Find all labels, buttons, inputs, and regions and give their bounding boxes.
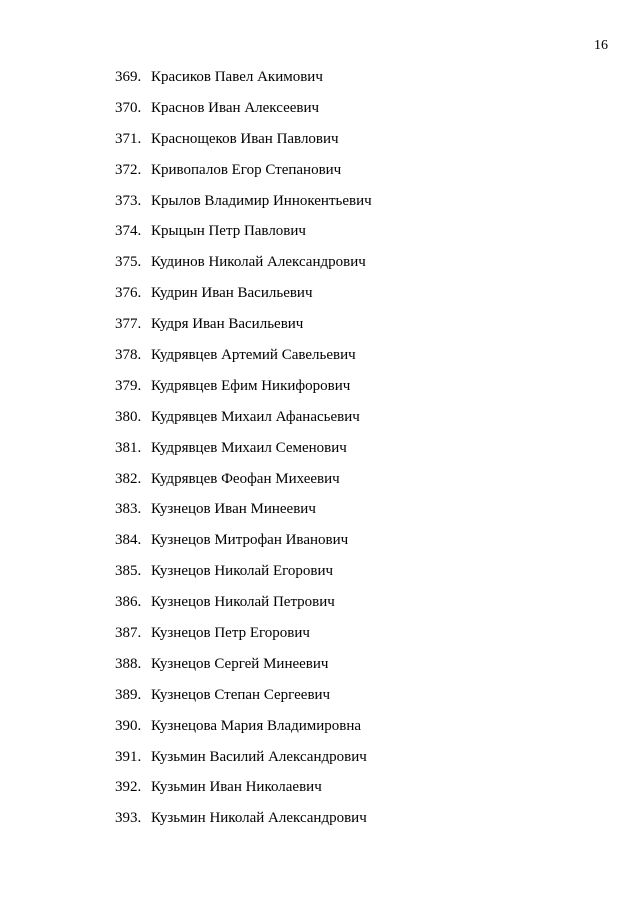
list-item xyxy=(115,716,372,747)
entry-number: 380. xyxy=(115,408,142,425)
entry-number: 386. xyxy=(115,594,142,611)
entry-name: Краснощеков Иван Павлович xyxy=(151,130,339,147)
entry-number: 389. xyxy=(115,686,142,703)
entry-number: 392. xyxy=(115,779,142,796)
entry-number: 370. xyxy=(115,99,142,116)
entry-number: 393. xyxy=(115,810,142,827)
list-item xyxy=(115,98,372,129)
entry-number: 371. xyxy=(115,130,142,147)
entry-number: 372. xyxy=(115,161,142,178)
list-item xyxy=(115,592,372,623)
entry-name: Краснов Иван Алексеевич xyxy=(151,99,320,116)
list-item xyxy=(115,469,372,500)
list-item xyxy=(115,623,372,654)
entry-name: Кузнецов Николай Егорович xyxy=(151,563,334,580)
list-item xyxy=(115,747,372,778)
list-item xyxy=(115,685,372,716)
entry-number: 381. xyxy=(115,439,142,456)
entry-name: Кудрявцев Артемий Савельевич xyxy=(151,347,356,364)
entry-name: Кудинов Николай Александрович xyxy=(151,254,366,271)
list-item xyxy=(115,129,372,160)
list-item xyxy=(115,345,372,376)
entry-number: 375. xyxy=(115,254,142,271)
entry-number: 391. xyxy=(115,748,142,765)
list-item xyxy=(115,314,372,345)
list-item xyxy=(115,530,372,561)
entry-number: 377. xyxy=(115,316,142,333)
list-item xyxy=(115,407,372,438)
entry-name: Кудря Иван Васильевич xyxy=(151,316,304,333)
list-item xyxy=(115,191,372,222)
entry-number: 390. xyxy=(115,717,142,734)
list-item xyxy=(115,67,372,98)
entry-name: Кузнецова Мария Владимировна xyxy=(151,717,362,734)
entry-number: 374. xyxy=(115,223,142,240)
entry-name: Кузнецов Сергей Минеевич xyxy=(151,655,329,672)
list-item xyxy=(115,499,372,530)
list-item xyxy=(115,252,372,283)
entry-number: 376. xyxy=(115,285,142,302)
entry-number: 382. xyxy=(115,470,142,487)
entry-name: Кузьмин Василий Александрович xyxy=(151,748,367,765)
list-item xyxy=(115,160,372,191)
entry-name: Красиков Павел Акимович xyxy=(151,69,323,85)
entry-number: 379. xyxy=(115,377,142,394)
list-item xyxy=(115,654,372,685)
entry-number: 378. xyxy=(115,347,142,364)
entry-number: 388. xyxy=(115,655,142,672)
list-item xyxy=(115,283,372,314)
entry-name: Кудрявцев Ефим Никифорович xyxy=(151,377,351,394)
entry-name: Кузнецов Степан Сергеевич xyxy=(151,686,331,703)
entry-number: 373. xyxy=(115,192,142,209)
entry-name: Кудрин Иван Васильевич xyxy=(151,285,313,302)
entry-name: Кривопалов Егор Степанович xyxy=(151,161,342,178)
entry-name: Кудрявцев Феофан Михеевич xyxy=(151,470,340,487)
entry-name: Кузьмин Иван Николаевич xyxy=(151,779,322,796)
entry-name: Кузьмин Николай Александрович xyxy=(151,810,367,827)
entry-name: Кузнецов Николай Петрович xyxy=(151,594,335,611)
entry-name: Кузнецов Иван Минеевич xyxy=(151,501,316,518)
list-item xyxy=(115,777,372,808)
list-item xyxy=(115,561,372,592)
list-item xyxy=(115,221,372,252)
entry-name: Кудрявцев Михаил Семенович xyxy=(151,439,347,456)
list-item xyxy=(115,376,372,407)
entry-name: Крылов Владимир Иннокентьевич xyxy=(151,192,372,209)
entry-name: Крыцын Петр Павлович xyxy=(151,223,306,240)
entry-number: 385. xyxy=(115,563,142,580)
entry-name: Кудрявцев Михаил Афанасьевич xyxy=(151,408,360,425)
entry-number: 369. xyxy=(115,69,142,85)
name-list xyxy=(115,67,372,839)
list-item xyxy=(115,438,372,469)
page-number: 16 xyxy=(594,38,608,53)
list-item xyxy=(115,808,372,839)
entry-name: Кузнецов Митрофан Иванович xyxy=(151,532,349,549)
entry-number: 384. xyxy=(115,532,142,549)
entry-number: 383. xyxy=(115,501,142,518)
entry-number: 387. xyxy=(115,625,142,642)
entry-name: Кузнецов Петр Егорович xyxy=(151,625,310,642)
